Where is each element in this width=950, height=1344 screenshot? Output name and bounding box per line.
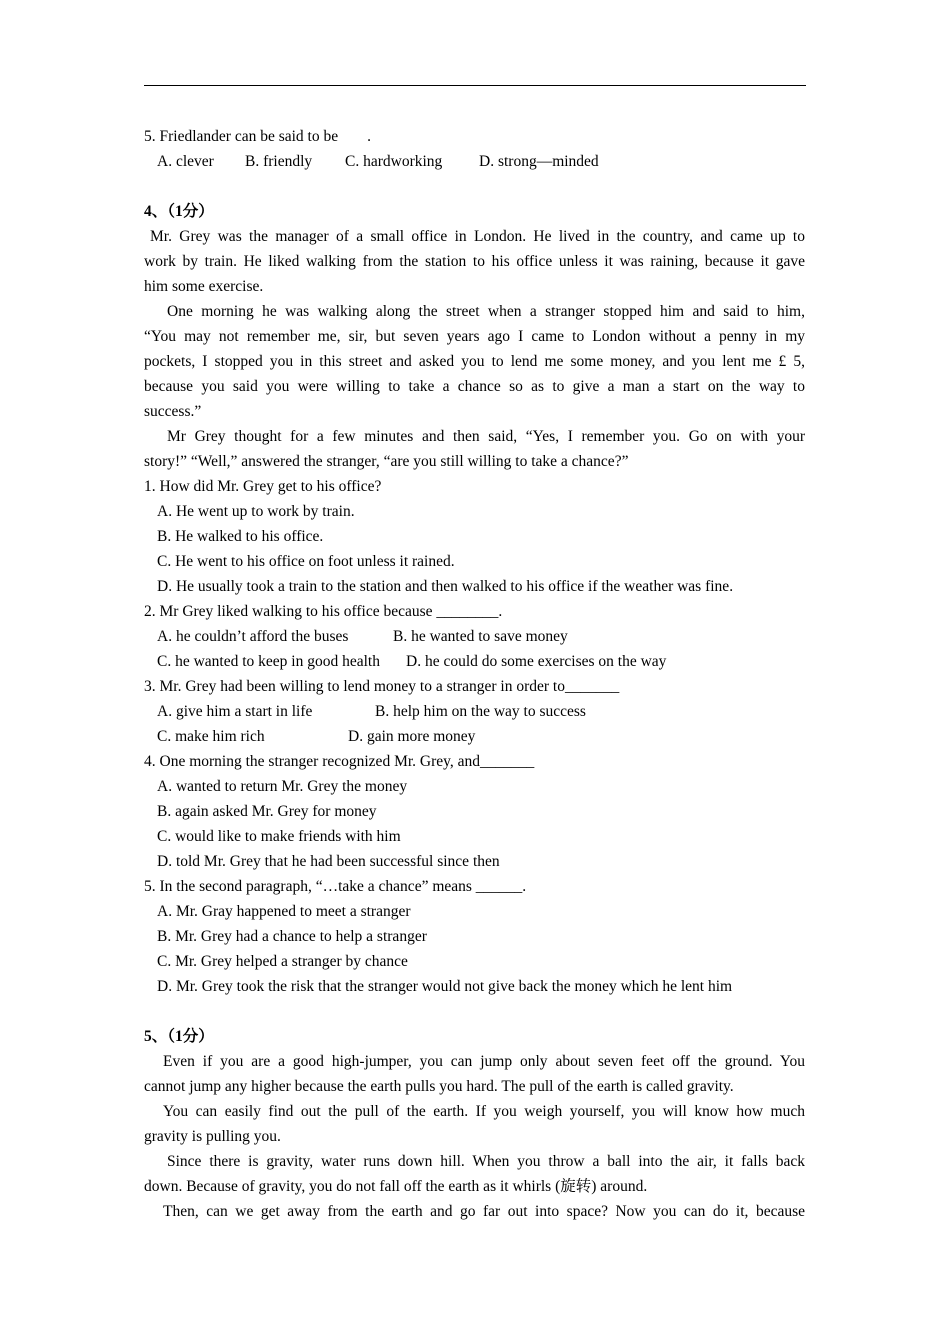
option-d: D. gain more money (348, 728, 476, 745)
question-options (144, 149, 805, 174)
passage-line: because you said you were willing to take a chance so as to give a man a start on the way to (144, 378, 805, 395)
option-a: A. give him a start in life (157, 703, 313, 720)
option-d: D. Mr. Grey took the risk that the stranger would not give back the money which he lent him (157, 978, 733, 995)
passage-line: success.” (144, 403, 202, 420)
option-b: B. again asked Mr. Grey for money (157, 803, 377, 820)
passage-line: work by train. He liked walking from the station to his office unless it was raining, because it gave (144, 253, 805, 270)
passage-line: Then, can we get away from the earth and go far out into space? Now you can do it, because (163, 1203, 805, 1220)
option-a: A. He went up to work by train. (157, 503, 355, 520)
option-a: A. clever (157, 153, 214, 170)
option-b: B. Mr. Grey had a chance to help a stranger (157, 928, 427, 945)
question-stem (144, 124, 805, 149)
passage-line: down. Because of gravity, you do not fall off the earth as it whirls (旋转) around. (144, 1178, 648, 1195)
question-stem-text: 5. Friedlander can be said to be (144, 128, 339, 145)
passage-line: You can easily find out the pull of the earth. If you weigh yourself, you will know how much (163, 1103, 805, 1120)
passage-line: Since there is gravity, water runs down hill. When you throw a ball into the air, it falls back (167, 1153, 805, 1170)
passage-line: Even if you are a good high-jumper, you can jump only about seven feet off the ground. You (163, 1053, 805, 1070)
option-d: D. strong—minded (479, 153, 599, 170)
option-d: D. He usually took a train to the station and then walked to his office if the weather was fine. (157, 578, 734, 595)
option-c: C. make him rich (157, 728, 265, 745)
section-heading-4: 4、（1分） (144, 203, 214, 220)
passage-line: gravity is pulling you. (144, 1128, 281, 1145)
option-d: D. he could do some exercises on the way (406, 653, 667, 670)
option-c: C. He went to his office on foot unless it rained. (157, 553, 455, 570)
option-c: C. Mr. Grey helped a stranger by chance (157, 953, 408, 970)
question-stem: 4. One morning the stranger recognized Mr. Grey, and_______ (144, 753, 535, 770)
option-a: A. wanted to return Mr. Grey the money (157, 778, 408, 795)
section-heading-5: 5、（1分） (144, 1028, 214, 1045)
option-a: A. Mr. Gray happened to meet a stranger (157, 903, 411, 920)
header-rule (144, 85, 806, 86)
question-options (144, 624, 805, 649)
passage-line: cannot jump any higher because the earth pulls you hard. The pull of the earth is called gravity. (144, 1078, 734, 1095)
option-a: A. he couldn’t afford the buses (157, 628, 349, 645)
passage-line: One morning he was walking along the street when a stranger stopped him and said to him, (167, 303, 805, 320)
passage-line: Mr Grey thought for a few minutes and then said, “Yes, I remember you. Go on with your (167, 428, 805, 445)
question-options (144, 649, 805, 674)
option-c: C. would like to make friends with him (157, 828, 401, 845)
passage-line: Mr. Grey was the manager of a small office in London. He lived in the country, and came up to (150, 228, 805, 245)
option-c: C. hardworking (345, 153, 443, 170)
passage-line: pockets, I stopped you in this street and asked you to lend me some money, and you lent me £ 5, (144, 353, 805, 370)
question-stem: 5. In the second paragraph, “…take a chance” means ______. (144, 878, 527, 895)
question-stem: 2. Mr Grey liked walking to his office because ________. (144, 603, 503, 620)
option-b: B. help him on the way to success (375, 703, 586, 720)
option-b: B. he wanted to save money (393, 628, 568, 645)
page-content (144, 124, 805, 1224)
question-options (144, 699, 805, 724)
option-b: B. friendly (245, 153, 313, 170)
passage-line: him some exercise. (144, 278, 264, 295)
option-c: C. he wanted to keep in good health (157, 653, 380, 670)
option-d: D. told Mr. Grey that he had been successful since then (157, 853, 500, 870)
question-options (144, 724, 805, 749)
question-stem: 3. Mr. Grey had been willing to lend money to a stranger in order to_______ (144, 678, 620, 695)
passage-line: story!” “Well,” answered the stranger, “are you still willing to take a chance?” (144, 453, 629, 470)
passage-line: “You may not remember me, sir, but seven years ago I came to London without a penny in my (144, 328, 805, 345)
question-stem-end: . (367, 128, 371, 145)
option-b: B. He walked to his office. (157, 528, 324, 545)
question-stem: 1. How did Mr. Grey get to his office? (144, 478, 382, 495)
